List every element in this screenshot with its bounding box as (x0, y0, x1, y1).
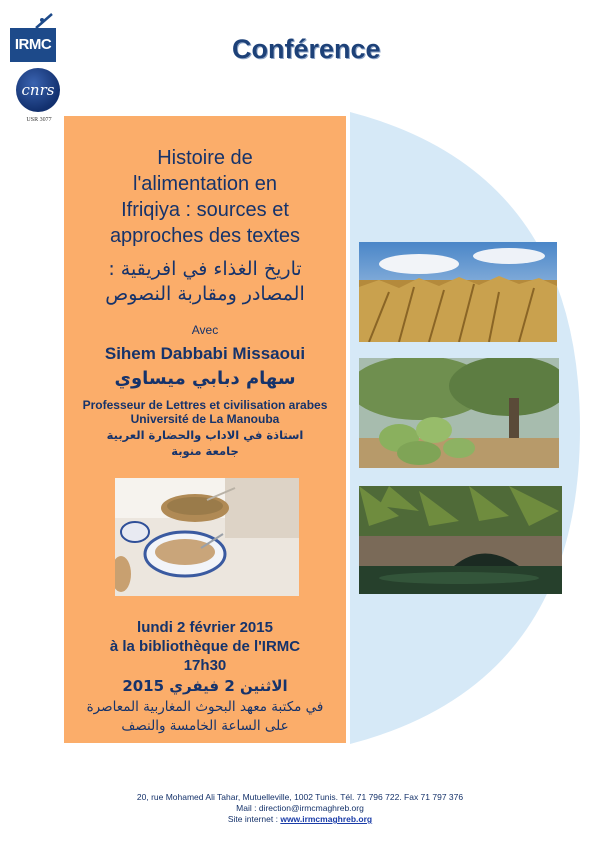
speaker-name-fr: Sihem Dabbabi Missaoui (104, 344, 306, 363)
affiliation-fr-1: Professeur de Lettres et civilisation arabes (82, 398, 328, 412)
talk-title-line: l'alimentation en (133, 173, 277, 195)
footer-address: 20, rue Mohamed Ali Tahar, Mutuelleville, 1002 Tunis. Tél. 71 796 722. Fax 71 797 376 (136, 792, 464, 802)
site-label: Site internet : (227, 814, 281, 824)
talk-title-fr (70, 145, 340, 249)
talk-title-line: approches des textes (109, 225, 301, 247)
affiliation-ar-1: استاذة في الاداب والحضارة العربية (106, 428, 304, 442)
talk-title-ar (72, 257, 338, 307)
footer-site (0, 814, 600, 825)
food-bowls-photo (115, 478, 299, 596)
site-link[interactable]: www.irmcmaghreb.org (280, 814, 373, 824)
talk-title-ar-line: تاريخ الغذاء في افريقية : (108, 258, 302, 280)
talk-title-line: Histoire de (157, 147, 253, 169)
footer-mail: Mail : direction@irmcmaghreb.org (236, 803, 364, 813)
date-ar: الاثنين 2 فيفري 2015 (122, 677, 288, 695)
irmc-emblem-icon (34, 10, 54, 30)
time-fr: 17h30 (183, 657, 227, 674)
place-fr: à la bibliothèque de l'IRMC (109, 638, 301, 655)
talk-title-ar-line: المصادر ومقاربة النصوص (105, 283, 305, 305)
time-ar: على الساعة الخامسة والنصف (121, 718, 289, 734)
palm-oasis-photo (359, 486, 562, 594)
olive-cactus-photo (359, 358, 559, 468)
affiliation-fr-2: Université de La Manouba (130, 412, 280, 426)
irmc-logo: IRMC (10, 28, 56, 62)
avec-label: Avec (191, 323, 219, 337)
date-fr: lundi 2 février 2015 (137, 619, 273, 636)
usr-label: USR 3077 (26, 117, 52, 123)
cnrs-logo: cnrs (16, 68, 60, 112)
speaker-name-ar: سهام دبابي ميساوي (114, 368, 296, 389)
place-ar: في مكتبة معهد البحوث المغاربية المعاصرة (86, 699, 324, 715)
talk-title-line: Ifriqiya : sources et (121, 199, 289, 221)
page-title: Conférence (232, 34, 381, 64)
affiliation-ar-2: جامعة منوبة (171, 444, 239, 458)
wheat-field-photo (359, 242, 557, 342)
